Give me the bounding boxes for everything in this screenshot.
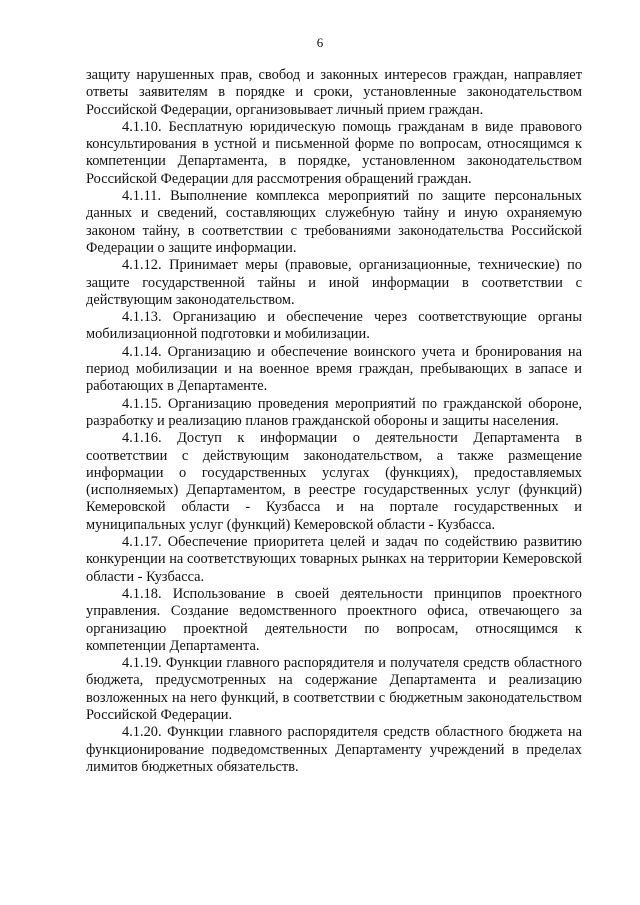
paragraph-text: защиту нарушенных прав, свобод и законных интересов граждан, направляет ответы заявителям в порядке и сроки, установленные законодательством Российской Федерации, организовывает личный прием граждан.	[86, 67, 582, 118]
paragraph-4-1-16	[86, 430, 582, 534]
paragraph-4-1-12	[86, 257, 582, 309]
paragraph-4-1-18	[86, 586, 582, 655]
paragraph-text: Выполнение комплекса мероприятий по защите персональных данных и сведений, составляющих служебную тайну и иную охраняемую законом тайну, в соответствии с требованиями законодательства Российской Федерации о защите информации.	[86, 188, 582, 256]
paragraph-number: 4.1.11.	[122, 188, 162, 205]
paragraph-number: 4.1.20.	[122, 724, 162, 741]
paragraph-number: 4.1.18.	[122, 585, 162, 602]
paragraph-text: Принимает меры (правовые, организационные, технические) по защите государственной тайны и иной информации в соответствии с действующим законодательством.	[86, 257, 582, 308]
paragraph-number: 4.1.16.	[122, 430, 162, 447]
paragraph-number: 4.1.15.	[122, 395, 162, 412]
paragraph-text: Обеспечение приоритета целей и задач по содействию развитию конкуренции на соответствующих товарных рынках на территории Кемеровской области - Кузбасса.	[86, 534, 582, 585]
paragraph-text: Организацию и обеспечение воинского учета и бронирования на период мобилизации и на военное время граждан, пребывающих в запасе и работающих в Департаменте.	[86, 343, 582, 395]
page-number: 6	[316, 35, 324, 50]
paragraph-text: Функции главного распорядителя и получателя средств областного бюджета, предусмотренных на содержание Департамента и реализацию возложенных на него функций, в соответствии с бюджетным законодательством Российской Федерации.	[86, 655, 582, 723]
paragraph-4-1-10	[86, 119, 582, 188]
paragraph-text: Доступ к информации о деятельности Департамента в соответствии с действующим законодательством, а также размещение информации о государственных услугах (функциях), предоставляемых (исполняемых) Департаментом, в реестре государственных услуг (функций) Кемеровской области - Кузбасса и на портале государственных и муниципальных услуг (функций) Кемеровской области - Кузбасса.	[86, 430, 582, 533]
paragraph-text: Организацию проведения мероприятий по гражданской обороне, разработку и реализацию планов гражданской обороны и защиты населения.	[86, 395, 582, 429]
paragraph-4-1-15	[86, 396, 582, 431]
paragraph-number: 4.1.13.	[122, 309, 162, 326]
paragraph-text: Функции главного распорядителя средств областного бюджета на функционирование подведомственных Департаменту учреждений в пределах лимитов бюджетных обязательств.	[86, 724, 582, 775]
paragraph-text: Бесплатную юридическую помощь гражданам в виде правового консультирования в устной и письменной форме по вопросам, относящимся к компетенции Департамента, в порядке, установленном законодательством Российской Федерации для рассмотрения обращений граждан.	[86, 118, 582, 187]
paragraph-4-1-14	[86, 344, 582, 396]
paragraph-continuation	[86, 67, 582, 119]
paragraph-4-1-17	[86, 534, 582, 586]
paragraph-4-1-20	[86, 724, 582, 776]
paragraph-text: Использование в своей деятельности принципов проектного управления. Создание ведомственного проектного офиса, отвечающего за организацию проектной деятельности по вопросам, относящимся к компетенции Департамента.	[86, 585, 582, 654]
paragraph-4-1-19	[86, 655, 582, 724]
paragraph-number: 4.1.12.	[122, 257, 162, 274]
paragraph-number: 4.1.17.	[122, 534, 162, 551]
paragraph-number: 4.1.14.	[122, 343, 162, 360]
paragraph-number: 4.1.10.	[122, 118, 162, 135]
paragraph-number: 4.1.19.	[122, 655, 162, 672]
paragraph-4-1-13	[86, 309, 582, 344]
document-body	[86, 67, 582, 776]
paragraph-4-1-11	[86, 188, 582, 257]
paragraph-text: Организацию и обеспечение через соответствующие органы мобилизационной подготовки и мобилизации.	[86, 309, 583, 343]
